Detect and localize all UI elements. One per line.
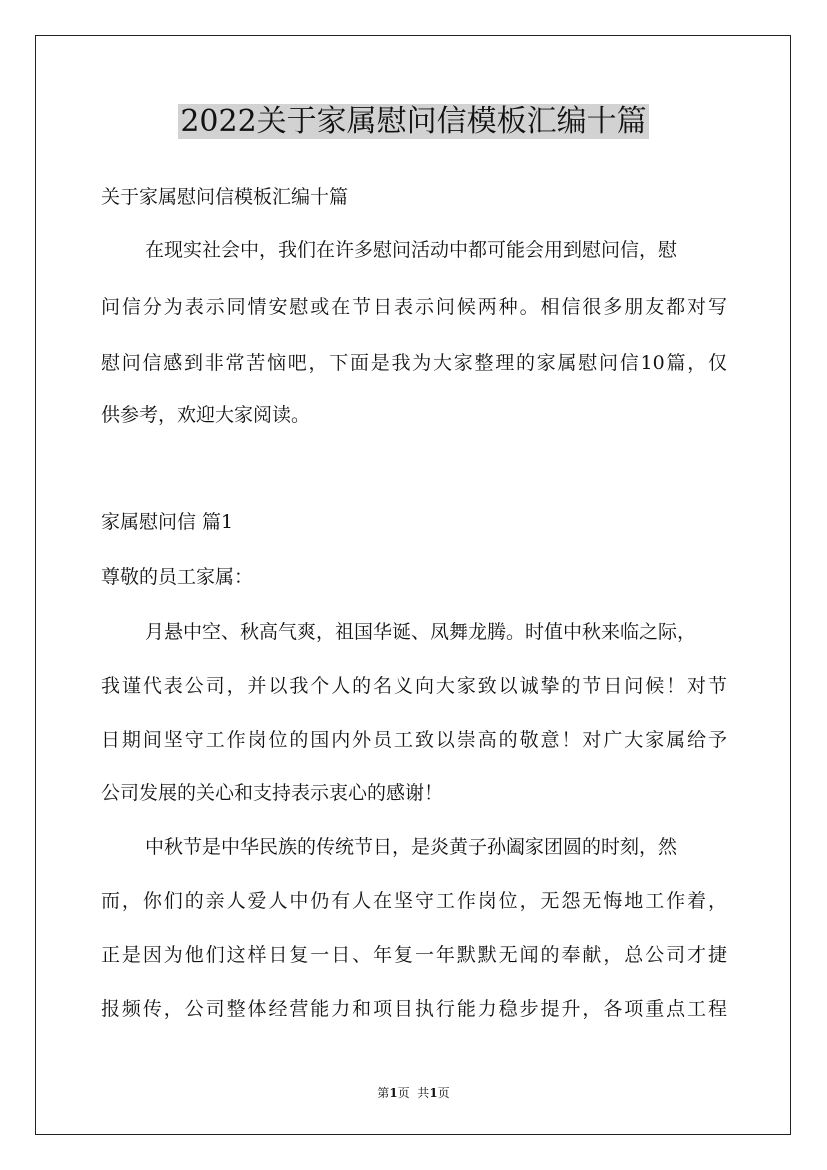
intro-line-3: 慰问信感到非常苦恼吧，下面是我为大家整理的家属慰问信10篇，仅	[101, 352, 727, 374]
footer-page-suffix: 页	[437, 1086, 450, 1100]
footer-page-mid: 页 共	[397, 1086, 430, 1100]
footer-page-current: 1	[389, 1086, 398, 1100]
para1-line-4: 公司发展的关心和支持表示衷心的感谢！	[101, 782, 444, 804]
document-title-text: 2022关于家属慰问信模板汇编十篇	[180, 104, 647, 139]
para1-line-1: 月悬中空、秋高气爽，祖国华诞、凤舞龙腾。时值中秋来临之际，	[145, 621, 697, 643]
intro-line-4: 供参考，欢迎大家阅读。	[101, 404, 311, 426]
document-title	[0, 100, 827, 144]
footer-page-total: 1	[429, 1086, 438, 1100]
para2-line-3: 正是因为他们这样日复一日、年复一年默默无闻的奉献，总公司才捷	[101, 944, 727, 966]
section-heading: 家属慰问信 篇1	[101, 511, 234, 533]
salutation: 尊敬的员工家属：	[101, 566, 254, 588]
footer-page-prefix: 第	[377, 1086, 390, 1100]
para1-line-2: 我谨代表公司，并以我个人的名义向大家致以诚挚的节日问候！对节	[101, 675, 727, 697]
para2-line-2: 而，你们的亲人爱人中仍有人在坚守工作岗位，无怨无悔地工作着，	[101, 890, 727, 912]
para2-line-1: 中秋节是中华民族的传统节日，是炎黄子孙阖家团圆的时刻，然	[145, 836, 678, 858]
intro-line-1: 在现实社会中，我们在许多慰问活动中都可能会用到慰问信，慰	[145, 239, 678, 261]
intro-line-2: 问信分为表示同情安慰或在节日表示问候两种。相信很多朋友都对写	[101, 296, 727, 318]
subtitle: 关于家属慰问信模板汇编十篇	[101, 186, 349, 208]
page-footer	[0, 1084, 827, 1101]
para2-line-4: 报频传，公司整体经营能力和项目执行能力稳步提升，各项重点工程	[101, 998, 727, 1020]
para1-line-3: 日期间坚守工作岗位的国内外员工致以崇高的敬意！对广大家属给予	[101, 729, 727, 751]
